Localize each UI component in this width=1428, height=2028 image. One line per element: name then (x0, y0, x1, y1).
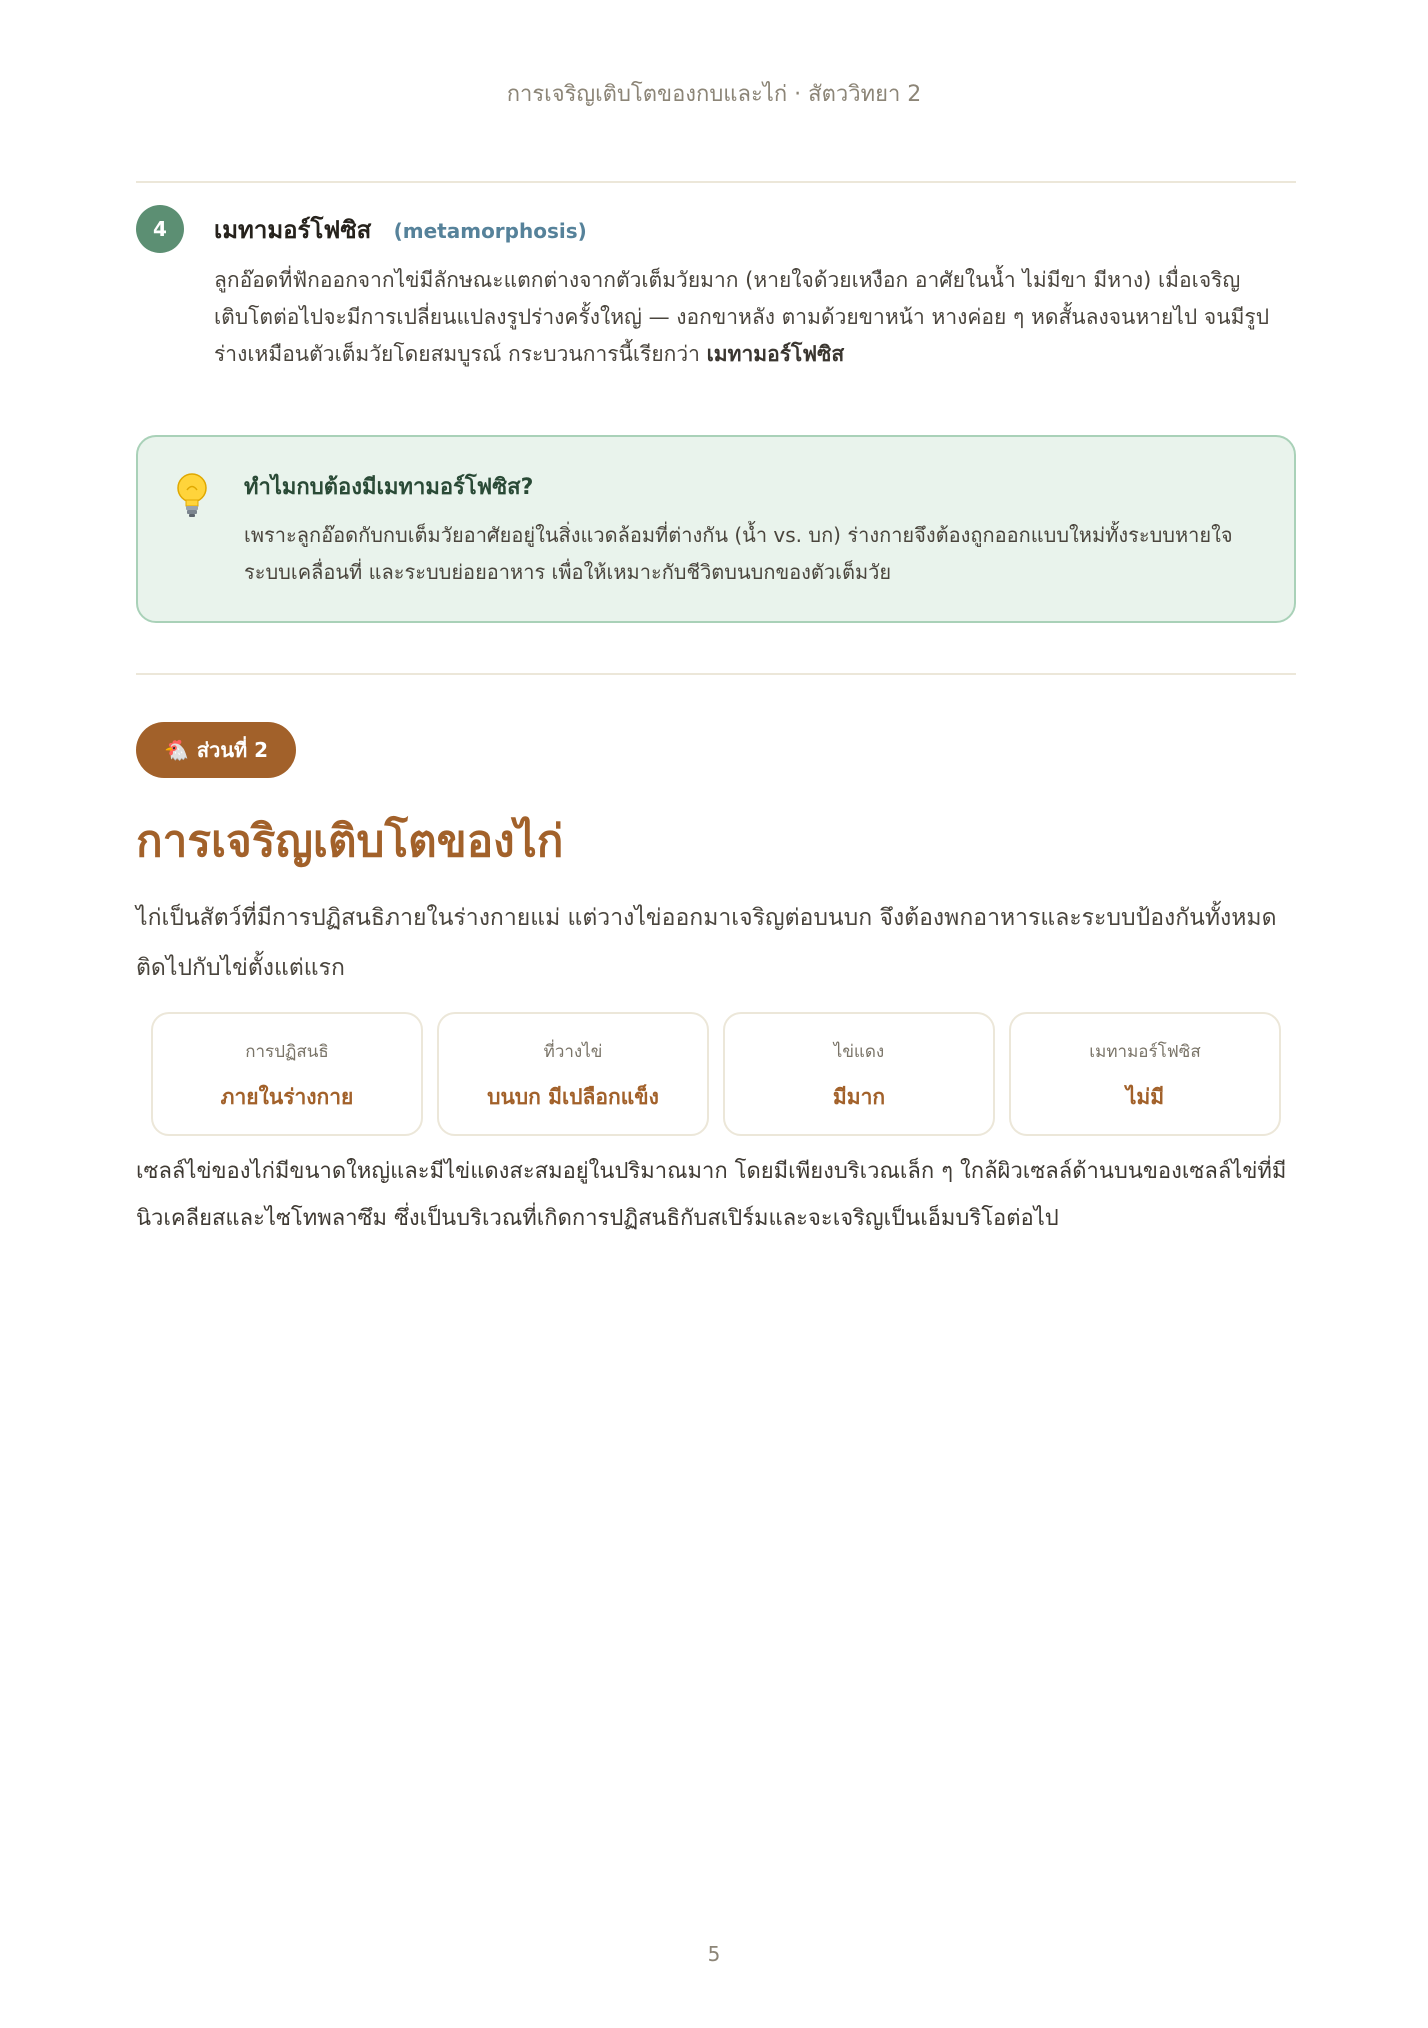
step-body-text: ลูกอ๊อดที่ฟักออกจากไข่มีลักษณะแตกต่างจากตัวเต็มวัยมาก (หายใจด้วยเหงือก อาศัยในน้ำ ไม่มีขา มีหาง) เมื่อเจริญเติบโตต่อไปจะมีการเปลี่ยนแปลงรูปร่างครั้งใหญ่ — งอกขาหลัง ตามด้วยขาหน้า หางค่อย ๆ หดสั้นลงจนหายไป จนมีรูปร่างเหมือนตัวเต็มวัยโดยสมบูรณ์ กระบวนการนี้เรียกว่า (214, 268, 1270, 366)
step-body-keyword: เมทามอร์โฟซิส (706, 342, 845, 366)
divider (136, 181, 1296, 183)
fact-cards (151, 1012, 1281, 1136)
lightbulb-icon (172, 471, 212, 521)
callout-title: ทำไมกบต้องมีเมทามอร์โฟซิส? (244, 475, 534, 500)
section-badge (136, 722, 296, 778)
fact-card (723, 1012, 995, 1136)
callout-body: เพราะลูกอ๊อดกับกบเต็มวัยอาศัยอยู่ในสิ่งแวดล้อมที่ต่างกัน (น้ำ vs. บก) ร่างกายจึงต้องถูกออกแบบใหม่ทั้งระบบหายใจ ระบบเคลื่อนที่ และระบบย่อยอาหาร เพื่อให้เหมาะกับชีวิตบนบกของตัวเต็มวัย (244, 523, 1233, 584)
step-number-badge: 4 (136, 205, 184, 253)
section-heading: การเจริญเติบโตของไก่ (136, 816, 564, 867)
running-header: การเจริญเติบโตของกบและไก่ · สัตววิทยา 2 (506, 82, 922, 107)
closing-paragraph: เซลล์ไข่ของไก่มีขนาดใหญ่และมีไข่แดงสะสมอยู่ในปริมาณมาก โดยมีเพียงบริเวณเล็ก ๆ ใกล้ผิวเซลล์ด้านบนของเซลล์ไข่ที่มีนิวเคลียสและไซโทพลาซึม ซึ่งเป็นบริเวณที่เกิดการปฏิสนธิกับสเปิร์มและจะเจริญเป็นเอ็มบริโอต่อไป (136, 1159, 1287, 1231)
section-intro: ไก่เป็นสัตว์ที่มีการปฏิสนธิภายในร่างกายแม่ แต่วางไข่ออกมาเจริญต่อบนบก จึงต้องพกอาหารและระบบป้องกันทั้งหมดติดไปกับไข่ตั้งแต่แรก (136, 905, 1277, 981)
fact-card-value: ภายในร่างกาย (220, 1085, 354, 1109)
step-title (214, 210, 587, 249)
chicken-icon: 🐔 (164, 738, 189, 762)
fact-card-value: บนบก มีเปลือกแข็ง (487, 1085, 659, 1109)
fact-card-value: มีมาก (832, 1085, 886, 1109)
fact-card (437, 1012, 709, 1136)
fact-card-label: การปฏิสนธิ (245, 1042, 329, 1062)
step-term: (metamorphosis) (393, 219, 587, 243)
step-body (214, 262, 1294, 373)
divider (136, 673, 1296, 675)
fact-card (1009, 1012, 1281, 1136)
fact-card-label: ที่วางไข่ (543, 1042, 603, 1062)
page-number: 5 (707, 1942, 721, 1966)
callout-box (136, 435, 1296, 623)
fact-card-label: เมทามอร์โฟซิส (1089, 1042, 1201, 1062)
fact-card (151, 1012, 423, 1136)
fact-card-value: ไม่มี (1125, 1085, 1165, 1109)
step-title-text: เมทามอร์โฟซิส (214, 216, 372, 244)
section-label: ส่วนที่ 2 (196, 738, 269, 762)
fact-card-label: ไข่แดง (833, 1042, 885, 1062)
